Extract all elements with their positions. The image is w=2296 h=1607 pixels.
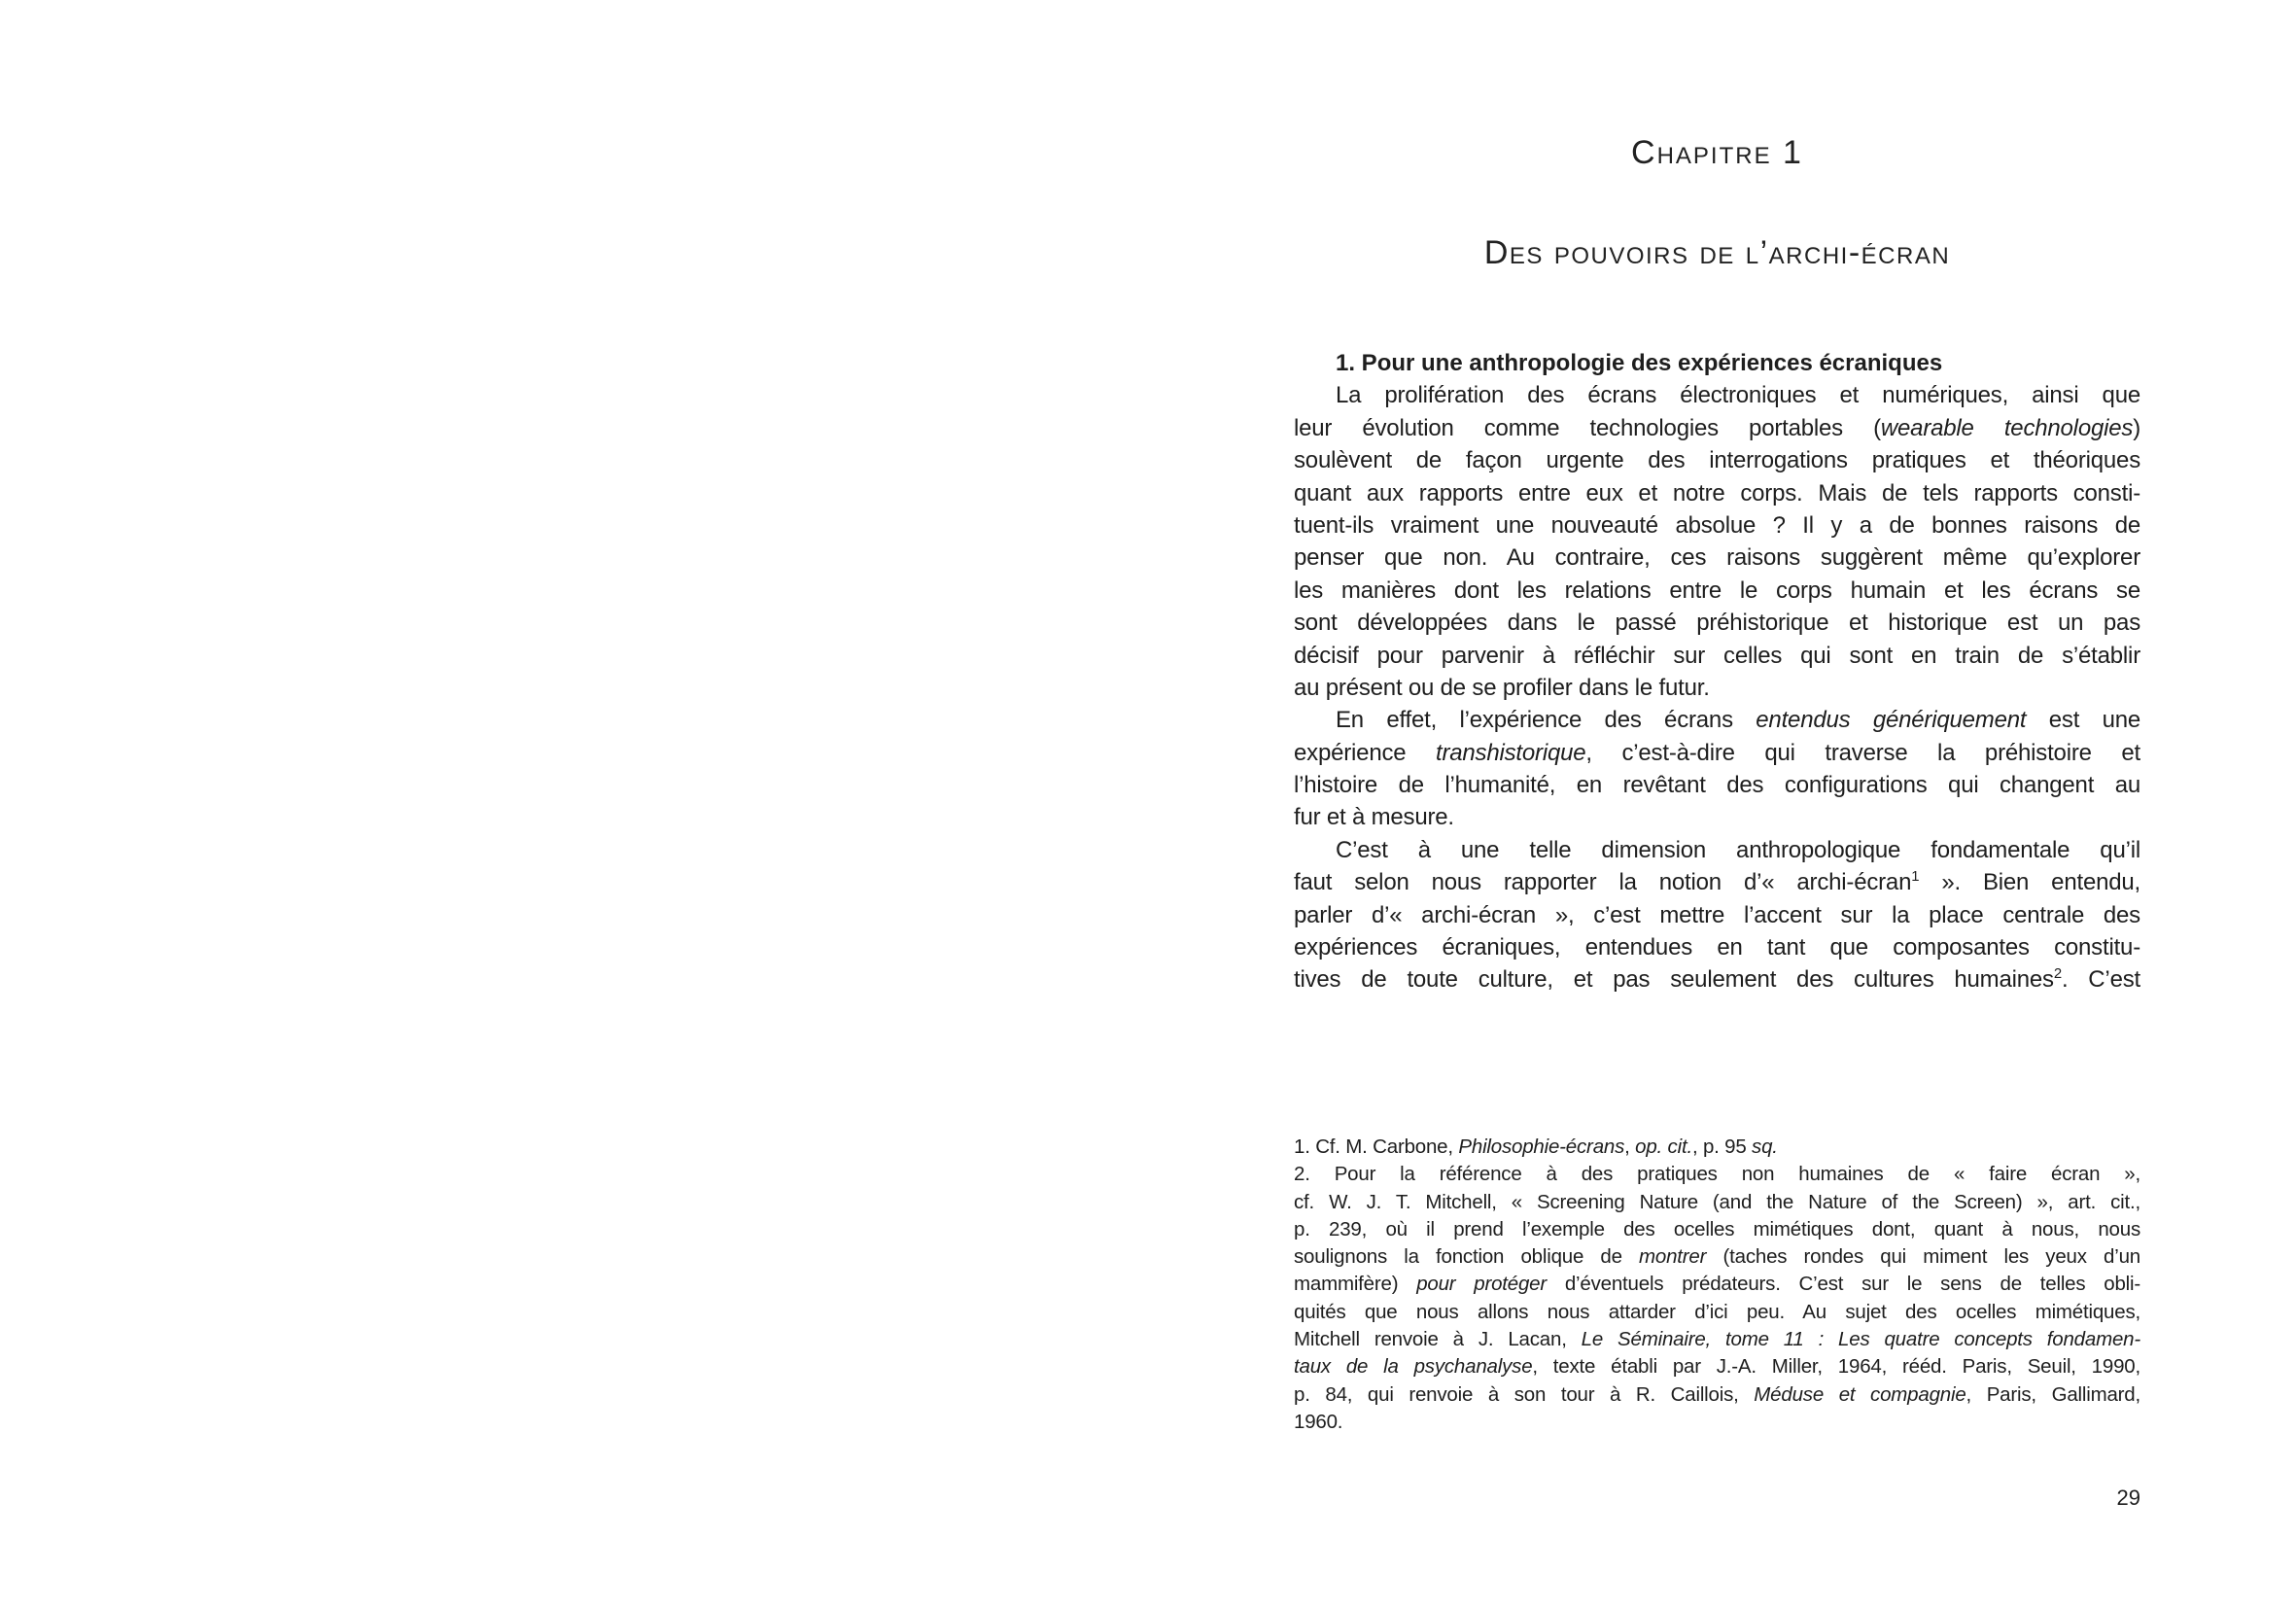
text-run: , texte établi par J.-A. Miller, 1964, rééd. Paris, Seuil, 1990,	[1532, 1355, 2140, 1379]
italic-text: Méduse et compagnie	[1754, 1382, 1966, 1406]
text-run: mammifère)	[1294, 1273, 1417, 1296]
text-line	[1294, 672, 2140, 704]
text-line	[1294, 1189, 2140, 1216]
text-run: ,	[1624, 1135, 1636, 1158]
text-line	[1294, 1299, 2140, 1326]
italic-text: op. cit.	[1635, 1135, 1692, 1158]
text-line	[1294, 477, 2140, 509]
text-run: soulignons la fonction oblique de	[1294, 1245, 1640, 1269]
text-run: , Paris, Gallimard,	[1966, 1382, 2140, 1406]
section-heading	[1294, 347, 2140, 379]
text-run: p. 84, qui renvoie à son tour à R. Caillois,	[1294, 1382, 1755, 1406]
text-line	[1294, 899, 2140, 931]
text-line	[1294, 509, 2140, 541]
text-run: soulèvent de façon urgente des interrogations pratiques et théoriques	[1294, 447, 2140, 474]
text-line	[1294, 1381, 2140, 1409]
italic-text: taux de la psychanalyse	[1294, 1355, 1533, 1379]
text-run: les manières dont les relations entre le corps humain et les écrans se	[1294, 576, 2140, 604]
text-line	[1294, 541, 2140, 574]
text-run: fur et à mesure.	[1294, 804, 1454, 831]
text-line	[1294, 963, 2140, 996]
text-run: d’éventuels prédateurs. C’est sur le sens de telles obli-	[1547, 1273, 2140, 1296]
text-line	[1294, 931, 2140, 963]
italic-text: sq.	[1752, 1135, 1778, 1158]
text-run: 1960.	[1294, 1410, 1343, 1433]
footnote-reference: 1	[1911, 869, 1920, 886]
text-run: penser que non. Au contraire, ces raisons suggèrent même qu’explorer	[1294, 544, 2140, 572]
text-run: tives de toute culture, et pas seulement des cultures humaines	[1294, 966, 2054, 994]
text-run: leur évolution comme technologies portables (	[1294, 414, 1881, 441]
text-run: quités que nous allons nous attarder d’ici peu. Au sujet des ocelles mimétiques,	[1294, 1300, 2140, 1323]
text-run: tuent-ils vraiment une nouveauté absolue ? Il y a de bonnes raisons de	[1294, 511, 2140, 539]
footnote-reference: 2	[2053, 966, 2062, 983]
text-run: , p. 95	[1691, 1135, 1753, 1158]
text-run: p. 239, où il prend l’exemple des ocelles mimétiques dont, quant à nous, nous	[1294, 1217, 2140, 1240]
text-run: En effet, l’expérience des écrans	[1336, 707, 1757, 734]
text-line	[1294, 801, 2140, 833]
text-run: 2. Pour la référence à des pratiques non humaines de « faire écran »,	[1294, 1163, 2140, 1186]
text-run: expériences écraniques, entendues en tant que composantes constitu-	[1294, 934, 2140, 961]
text-run: La prolifération des écrans électroniques et numériques, ainsi que	[1336, 382, 2140, 409]
text-line	[1294, 1326, 2140, 1353]
text-run: parler d’« archi-écran », c’est mettre l’accent sur la place centrale des	[1294, 901, 2140, 928]
italic-text: entendus génériquement	[1756, 707, 2027, 734]
italic-text: Philosophie-écrans	[1458, 1135, 1625, 1158]
text-line	[1294, 1353, 2140, 1380]
text-line	[1294, 737, 2140, 769]
body-text	[1294, 347, 2140, 996]
text-line	[1294, 704, 2140, 736]
italic-text: pour protéger	[1416, 1273, 1548, 1296]
text-run: quant aux rapports entre eux et notre corps. Mais de tels rapports consti-	[1294, 479, 2140, 507]
footnote-2	[1294, 1161, 2140, 1188]
text-run: . C’est	[2061, 966, 2140, 994]
italic-text: transhistorique	[1436, 739, 1586, 766]
text-run: faut selon nous rapporter la notion d’« archi-écran	[1294, 869, 1912, 896]
text-run: est une	[2026, 707, 2141, 734]
text-line	[1294, 607, 2140, 639]
text-line	[1294, 1216, 2140, 1243]
text-line	[1294, 834, 2140, 866]
text-run: 1. Pour une anthropologie des expériences écraniques	[1336, 350, 1943, 376]
text-run: au présent ou de se profiler dans le futur.	[1294, 674, 1710, 701]
text-line	[1294, 444, 2140, 476]
text-line	[1294, 640, 2140, 672]
text-line	[1294, 412, 2140, 444]
text-line	[1294, 1243, 2140, 1271]
text-run: expérience	[1294, 739, 1436, 766]
text-line	[1294, 575, 2140, 607]
text-run: ». Bien entendu,	[1919, 869, 2141, 896]
page-number: 29	[2116, 1485, 2140, 1510]
text-run: 1. Cf. M. Carbone,	[1294, 1135, 1459, 1158]
chapter-number: Chapitre 1	[1631, 134, 1803, 171]
text-run: )	[2133, 414, 2140, 441]
text-line	[1294, 769, 2140, 801]
text-run: (taches rondes qui miment les yeux d’un	[1706, 1245, 2140, 1269]
footnote-1	[1294, 1134, 2140, 1161]
chapter-title: Des pouvoirs de l’archi-écran	[1483, 234, 1951, 271]
italic-text: Le Séminaire, tome 11 : Les quatre concepts fondamen-	[1581, 1328, 2140, 1351]
text-line	[1294, 1271, 2140, 1298]
text-run: décisif pour parvenir à réfléchir sur celles qui sont en train de s’établir	[1294, 642, 2140, 669]
text-run: cf. W. J. T. Mitchell, « Screening Nature (and the Nature of the Screen) », art. cit.,	[1294, 1190, 2140, 1213]
text-run: Mitchell renvoie à J. Lacan,	[1294, 1328, 1582, 1351]
italic-text: wearable technologies	[1880, 414, 2134, 441]
italic-text: montrer	[1639, 1245, 1707, 1269]
text-run: C’est à une telle dimension anthropologique fondamentale qu’il	[1336, 836, 2140, 863]
text-run: sont développées dans le passé préhistorique et historique est un pas	[1294, 610, 2140, 637]
text-run: , c’est-à-dire qui traverse la préhistoire et	[1585, 739, 2140, 766]
text-line	[1294, 379, 2140, 411]
text-run: l’histoire de l’humanité, en revêtant des configurations qui changent au	[1294, 772, 2140, 799]
footnote-text	[1294, 1134, 2140, 1436]
text-line	[1294, 866, 2140, 898]
text-line	[1294, 1409, 2140, 1436]
